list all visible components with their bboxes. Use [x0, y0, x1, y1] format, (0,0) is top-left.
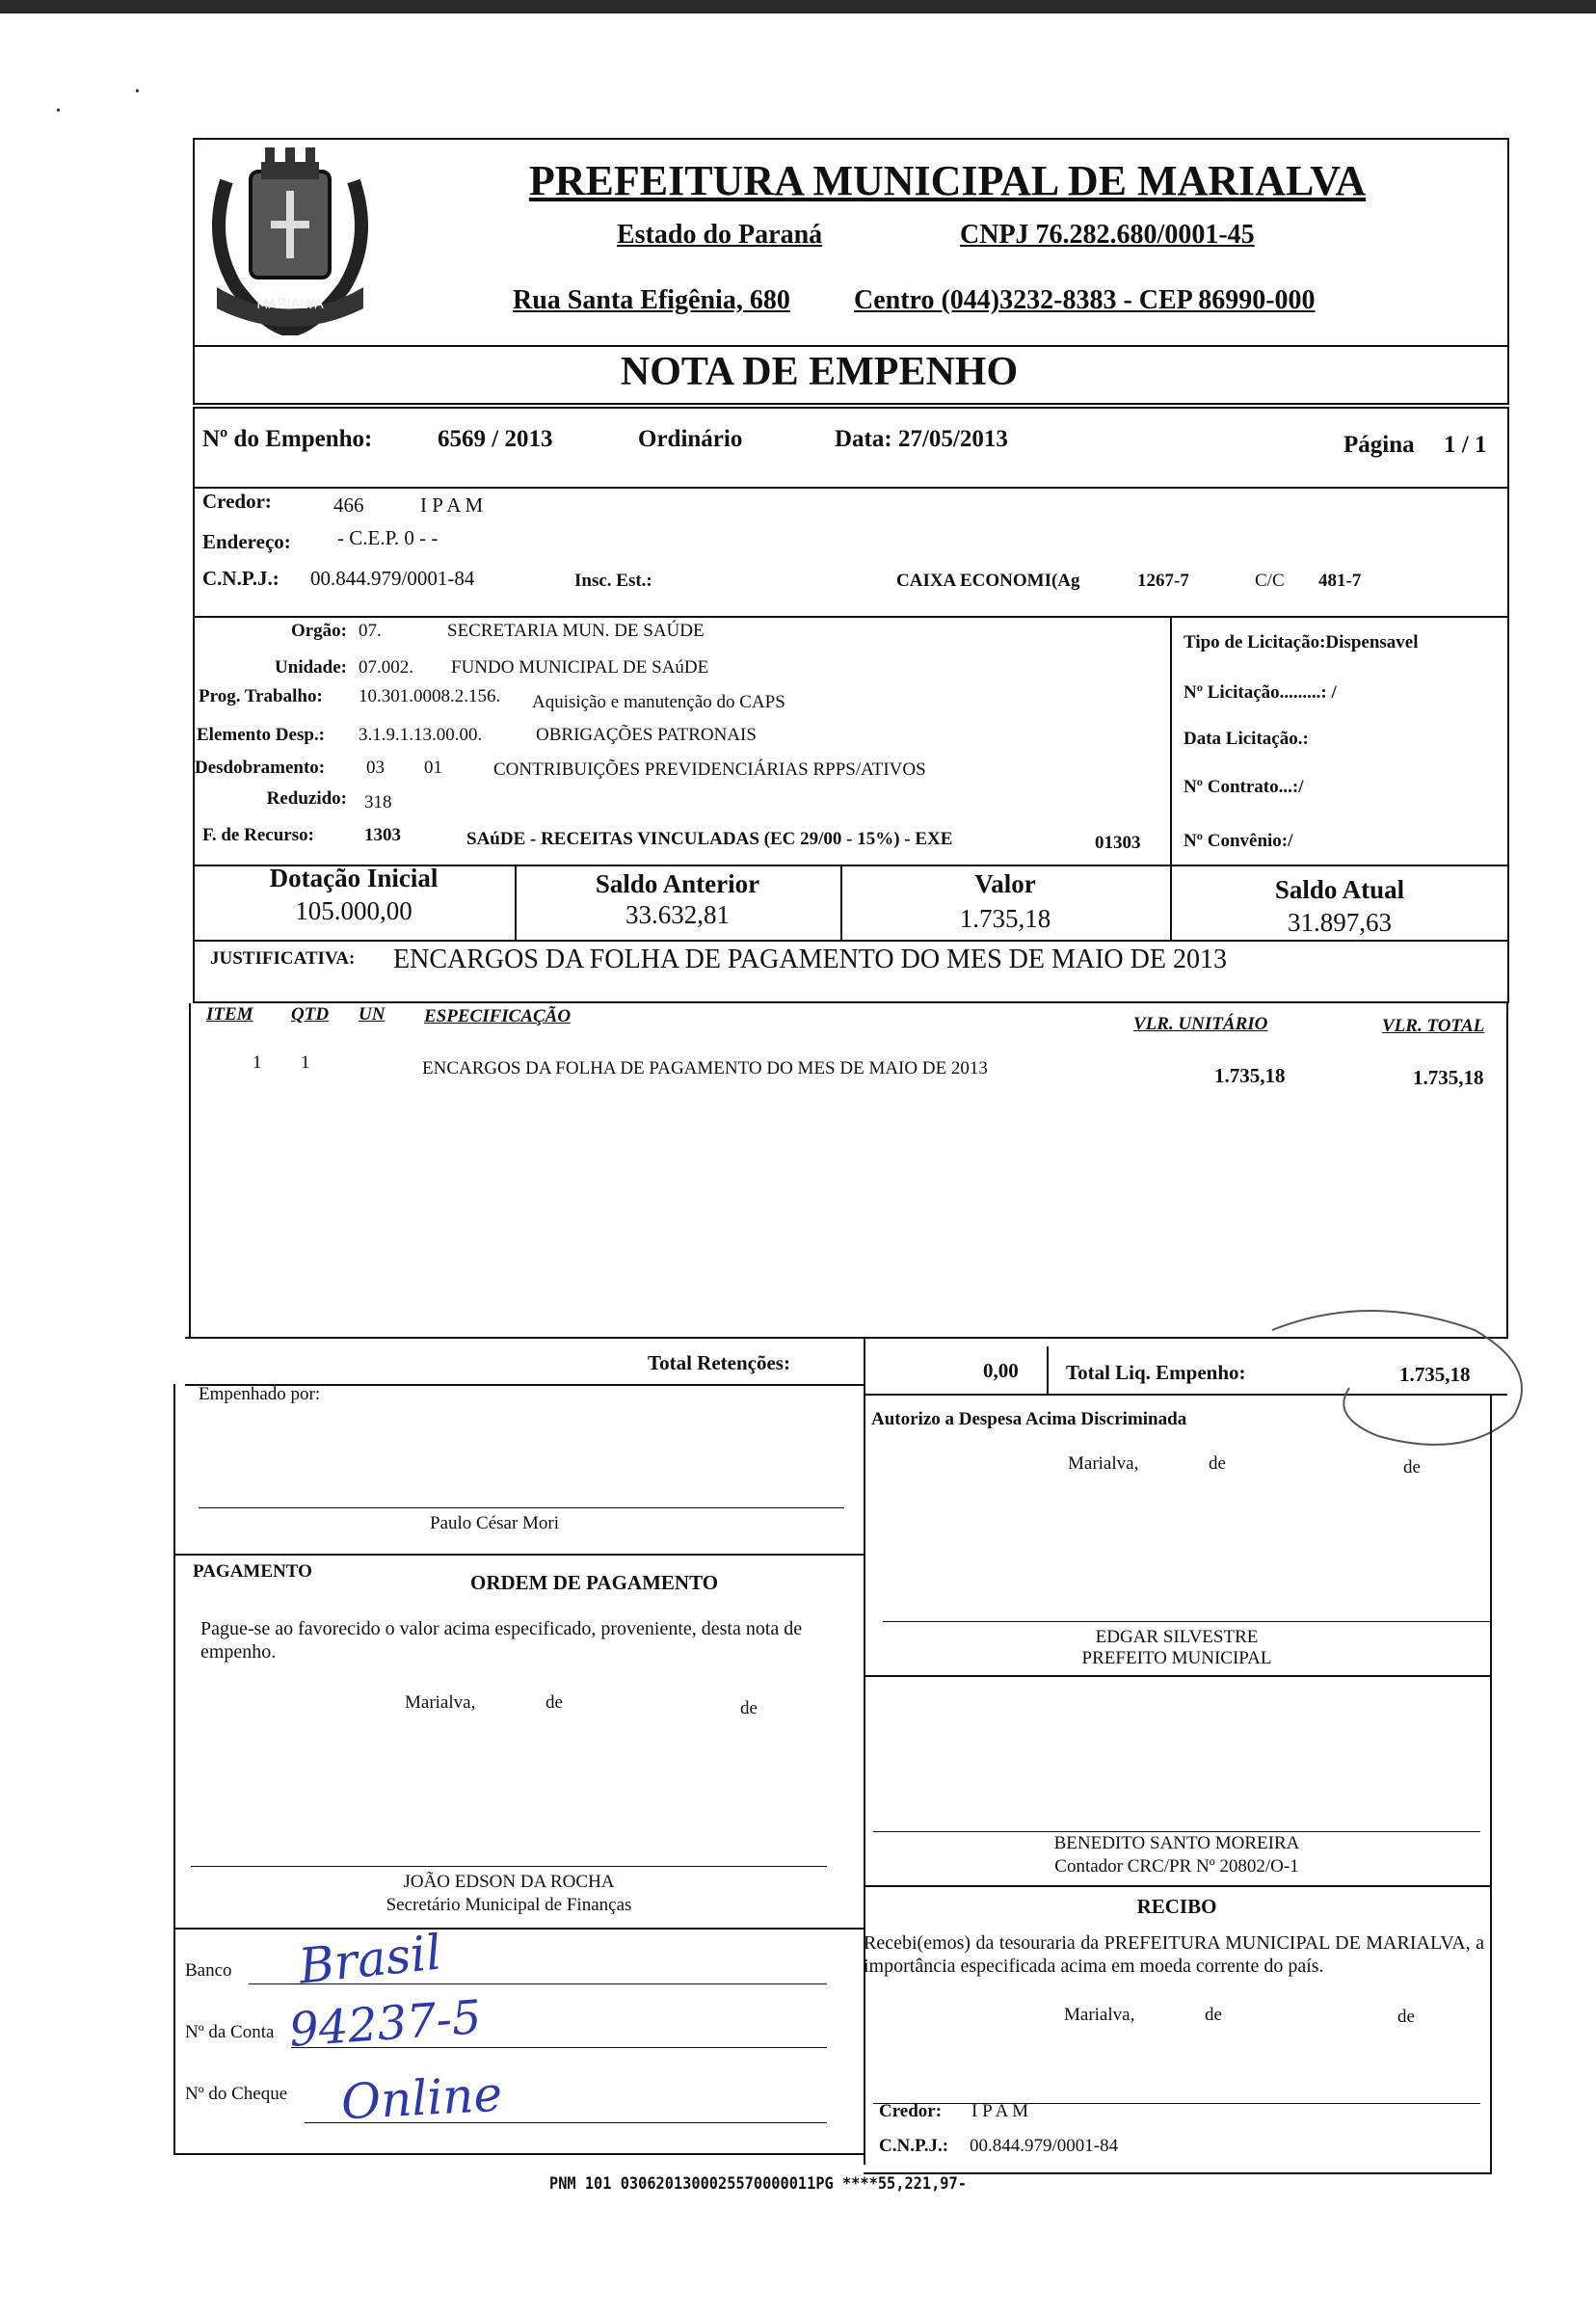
reduzido-value: 318: [364, 792, 392, 812]
contact-label: Centro (044)3232-8383 - CEP 86990-000: [854, 285, 1316, 315]
elem-label: Elemento Desp.:: [197, 725, 325, 745]
fonte-label: F. de Recurso:: [202, 825, 314, 845]
doc-title: NOTA DE EMPENHO: [620, 350, 1019, 394]
recibo-cnpj-label: C.N.P.J.:: [879, 2136, 949, 2156]
table-row-spec: ENCARGOS DA FOLHA DE PAGAMENTO DO MES DE MAIO DE 2013: [422, 1058, 988, 1078]
credor-name: I P A M: [420, 493, 484, 517]
autorizo-city: Marialva,: [1068, 1453, 1139, 1474]
municipal-seal-icon: [198, 143, 383, 335]
items-header-unit: VLR. UNITÁRIO: [1133, 1014, 1268, 1034]
items-header-spec: ESPECIFICAÇÃO: [424, 1006, 572, 1026]
liq-empenho-label: Total Liq. Empenho:: [1066, 1361, 1246, 1384]
empenho-number: 6569 / 2013: [438, 426, 553, 452]
table-row-total: 1.735,18: [1413, 1066, 1484, 1089]
empenhado-name: Paulo César Mori: [430, 1513, 560, 1533]
fonte-code: 1303: [364, 825, 401, 845]
fonte-code2: 01303: [1095, 833, 1141, 853]
recibo-credor-label: Credor:: [879, 2101, 943, 2121]
orgao-code: 07.: [359, 621, 382, 641]
balance-value: 31.897,63: [1288, 908, 1392, 937]
scan-speck: •: [56, 104, 61, 119]
licitacao-data: Data Licitação.:: [1184, 729, 1309, 749]
scan-speck: •: [135, 85, 140, 99]
desd-code1: 03: [366, 758, 385, 778]
balance-label: Valor: [974, 869, 1036, 898]
cnpj-label: CNPJ 76.282.680/0001-45: [960, 220, 1255, 250]
balance-label: Dotação Inicial: [269, 864, 439, 892]
prog-label: Prog. Trabalho:: [199, 686, 323, 706]
empenho-date: Data: 27/05/2013: [835, 426, 1008, 452]
cnpj-value: 00.844.979/0001-84: [310, 567, 475, 590]
address-label: Rua Santa Efigênia, 680: [513, 285, 790, 315]
bank-account: 481-7: [1318, 571, 1362, 591]
pagamento-city: Marialva,: [405, 1692, 476, 1713]
licitacao-tipo: Tipo de Licitação:Dispensavel: [1184, 632, 1419, 652]
banco-label: Banco: [185, 1960, 232, 1981]
recibo-credor: I P A M: [971, 2101, 1028, 2121]
credor-label: Credor:: [202, 490, 272, 513]
recibo-label: RECIBO: [1136, 1895, 1217, 1918]
bank-name: CAIXA ECONOMI(Ag: [896, 571, 1080, 591]
cc-label: C/C: [1255, 571, 1285, 591]
secretario-name: JOÃO EDSON DA ROCHA: [403, 1872, 615, 1892]
empenho-number-label: Nº do Empenho:: [202, 426, 373, 452]
prefeito-role: PREFEITO MUNICIPAL: [1081, 1648, 1272, 1668]
recibo-de1: de: [1205, 2005, 1222, 2025]
secretario-role: Secretário Municipal de Finanças: [386, 1895, 632, 1915]
recibo-city: Marialva,: [1064, 2005, 1135, 2025]
empenho-type: Ordinário: [638, 426, 743, 452]
elem-code: 3.1.9.1.13.00.00.: [359, 725, 483, 745]
balance-value: 105.000,00: [295, 896, 412, 925]
recibo-cnpj: 00.844.979/0001-84: [970, 2136, 1119, 2156]
elem-name: OBRIGAÇÕES PATRONAIS: [536, 725, 757, 745]
credor-code: 466: [333, 493, 364, 517]
address-field-label: Endereço:: [202, 530, 291, 553]
desd-code2: 01: [424, 758, 442, 778]
items-header-qtd: QTD: [291, 1004, 330, 1025]
table-row-qtd: 1: [301, 1052, 310, 1073]
conta-label: Nº da Conta: [185, 2022, 275, 2042]
conta-handwriting: 94237-5: [287, 1990, 484, 2058]
footer-code: PNM 101 0306201300025570000011PG ****55,221,97-: [549, 2174, 967, 2194]
cheque-handwriting: Online: [339, 2065, 504, 2131]
autorizo-de1: de: [1209, 1453, 1226, 1474]
unidade-label: Unidade:: [275, 657, 347, 678]
pagamento-de1: de: [545, 1692, 563, 1713]
retencoes-value: 0,00: [983, 1359, 1019, 1382]
credor-box: [193, 487, 1509, 618]
pagamento-text: Pague-se ao favorecido o valor acima especificado, proveniente, desta nota de empenho.: [200, 1618, 803, 1663]
licitacao-convenio: Nº Convênio:/: [1184, 831, 1293, 851]
table-row-item: 1: [253, 1052, 262, 1073]
recibo-de2: de: [1397, 2007, 1415, 2027]
table-row-unit: 1.735,18: [1214, 1064, 1286, 1087]
bank-agency: 1267-7: [1137, 571, 1189, 591]
state-label: Estado do Paraná: [617, 220, 823, 250]
retencoes-label: Total Retenções:: [648, 1351, 790, 1374]
balance-value: 33.632,81: [625, 900, 730, 929]
pagamento-de2: de: [740, 1698, 758, 1718]
banco-handwriting: Brasil: [296, 1924, 444, 1995]
cnpj-field-label: C.N.P.J.:: [202, 567, 279, 590]
svg-text:MARIALVA: MARIALVA: [256, 297, 324, 312]
insc-label: Insc. Est.:: [574, 571, 652, 591]
scan-top-edge: [0, 0, 1596, 13]
address-value: - C.E.P. 0 - -: [337, 526, 439, 549]
unidade-name: FUNDO MUNICIPAL DE SAúDE: [451, 657, 709, 678]
items-header-un: UN: [359, 1004, 386, 1025]
page-title: PREFEITURA MUNICIPAL DE MARIALVA: [528, 157, 1367, 204]
contador-name: BENEDITO SANTO MOREIRA: [1053, 1833, 1300, 1853]
items-header-total: VLR. TOTAL: [1382, 1016, 1485, 1036]
autorizo-label: Autorizo a Despesa Acima Discriminada: [871, 1409, 1187, 1429]
orgao-label: Orgão:: [290, 621, 347, 641]
balance-label: Saldo Atual: [1274, 875, 1405, 904]
licitacao-numero: Nº Licitação.........: /: [1184, 682, 1337, 703]
pagamento-label: PAGAMENTO: [193, 1561, 312, 1582]
prog-code: 10.301.0008.2.156.: [359, 686, 501, 706]
ordem-label: ORDEM DE PAGAMENTO: [470, 1571, 719, 1594]
liq-empenho-value: 1.735,18: [1399, 1363, 1471, 1386]
autorizo-de2: de: [1403, 1457, 1421, 1477]
reduzido-label: Reduzido:: [266, 788, 347, 809]
justificativa-text: ENCARGOS DA FOLHA DE PAGAMENTO DO MES DE MAIO DE 2013: [393, 945, 1227, 974]
balance-label: Saldo Anterior: [595, 869, 760, 898]
contador-role: Contador CRC/PR Nº 20802/O-1: [1054, 1856, 1299, 1877]
orgao-name: SECRETARIA MUN. DE SAÚDE: [447, 621, 705, 641]
page-number: 1 / 1: [1444, 432, 1487, 458]
prefeito-name: EDGAR SILVESTRE: [1095, 1627, 1259, 1647]
justificativa-label: JUSTIFICATIVA:: [210, 948, 356, 969]
page-label: Página: [1343, 432, 1415, 458]
prog-name: Aquisição e manutenção do CAPS: [532, 692, 785, 712]
empenhado-label: Empenhado por:: [199, 1384, 321, 1404]
licitacao-contrato: Nº Contrato...:/: [1184, 777, 1304, 797]
balance-value: 1.735,18: [959, 904, 1051, 933]
desd-name: CONTRIBUIÇÕES PREVIDENCIÁRIAS RPPS/ATIVOS: [493, 759, 926, 780]
desd-label: Desdobramento:: [195, 758, 326, 778]
fonte-name: SAúDE - RECEITAS VINCULADAS (EC 29/00 - 15%) - EXE: [466, 829, 953, 849]
recibo-text: Recebi(emos) da tesouraria da PREFEITURA MUNICIPAL DE MARIALVA, a importância especificada acima em moeda corrente do país.: [864, 1932, 1484, 1977]
items-header-item: ITEM: [206, 1004, 253, 1025]
unidade-code: 07.002.: [359, 657, 413, 678]
cheque-label: Nº do Cheque: [185, 2084, 288, 2104]
